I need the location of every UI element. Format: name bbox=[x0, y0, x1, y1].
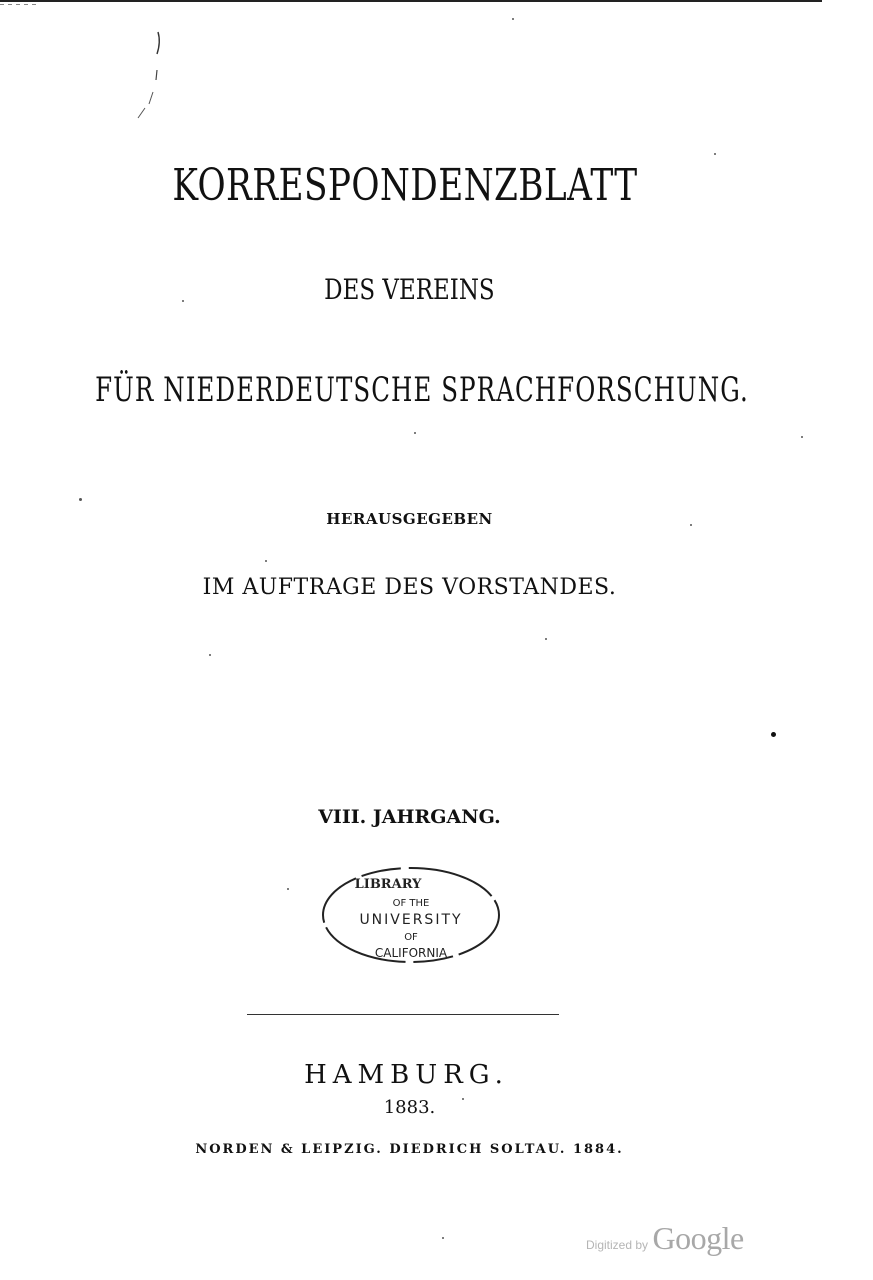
stamp-line-2: OF THE bbox=[392, 898, 430, 909]
google-logo: Google bbox=[652, 1220, 744, 1256]
digitized-watermark bbox=[586, 1220, 744, 1257]
watermark-prefix: Digitized by bbox=[586, 1238, 649, 1252]
stamp-line-4: OF bbox=[404, 932, 418, 943]
paper-speck bbox=[442, 1237, 444, 1239]
editor-line-2: IM AUFTRAGE DES VORSTANDES. bbox=[202, 575, 617, 600]
stamp-line-1: LIBRARY bbox=[354, 877, 422, 892]
divider-rule bbox=[247, 1014, 559, 1015]
top-border-rule bbox=[0, 0, 822, 2]
pencil-mark bbox=[135, 30, 175, 120]
paper-speck bbox=[714, 153, 716, 155]
imprint-city: HAMBURG. bbox=[304, 1060, 509, 1090]
paper-speck bbox=[545, 638, 547, 640]
stamp-line-3: UNIVERSITY bbox=[359, 912, 463, 928]
paper-speck bbox=[79, 498, 82, 501]
paper-speck bbox=[414, 432, 416, 434]
library-stamp bbox=[318, 862, 504, 968]
imprint-year: 1883. bbox=[383, 1097, 436, 1118]
volume-label: VIII. JAHRGANG. bbox=[318, 806, 501, 828]
paper-speck bbox=[182, 300, 184, 302]
paper-speck bbox=[512, 18, 514, 20]
journal-title: KORRESPONDENZBLATT bbox=[172, 160, 638, 211]
top-dashed-rule bbox=[0, 4, 40, 5]
subtitle-line-2: FÜR NIEDERDEUTSCHE SPRACHFORSCHUNG. bbox=[95, 370, 749, 410]
editor-line-1: HERAUSGEGEBEN bbox=[326, 510, 493, 528]
subtitle-line-1: DES VEREINS bbox=[324, 273, 495, 306]
stamp-line-5: CALIFORNIA bbox=[374, 946, 448, 960]
paper-speck bbox=[801, 436, 803, 438]
paper-speck bbox=[462, 1098, 464, 1100]
paper-speck bbox=[771, 732, 776, 737]
paper-speck bbox=[209, 654, 211, 656]
paper-speck bbox=[265, 560, 267, 562]
paper-speck bbox=[287, 888, 289, 890]
paper-speck bbox=[690, 524, 692, 526]
publisher-line: NORDEN & LEIPZIG. DIEDRICH SOLTAU. 1884. bbox=[195, 1142, 624, 1157]
